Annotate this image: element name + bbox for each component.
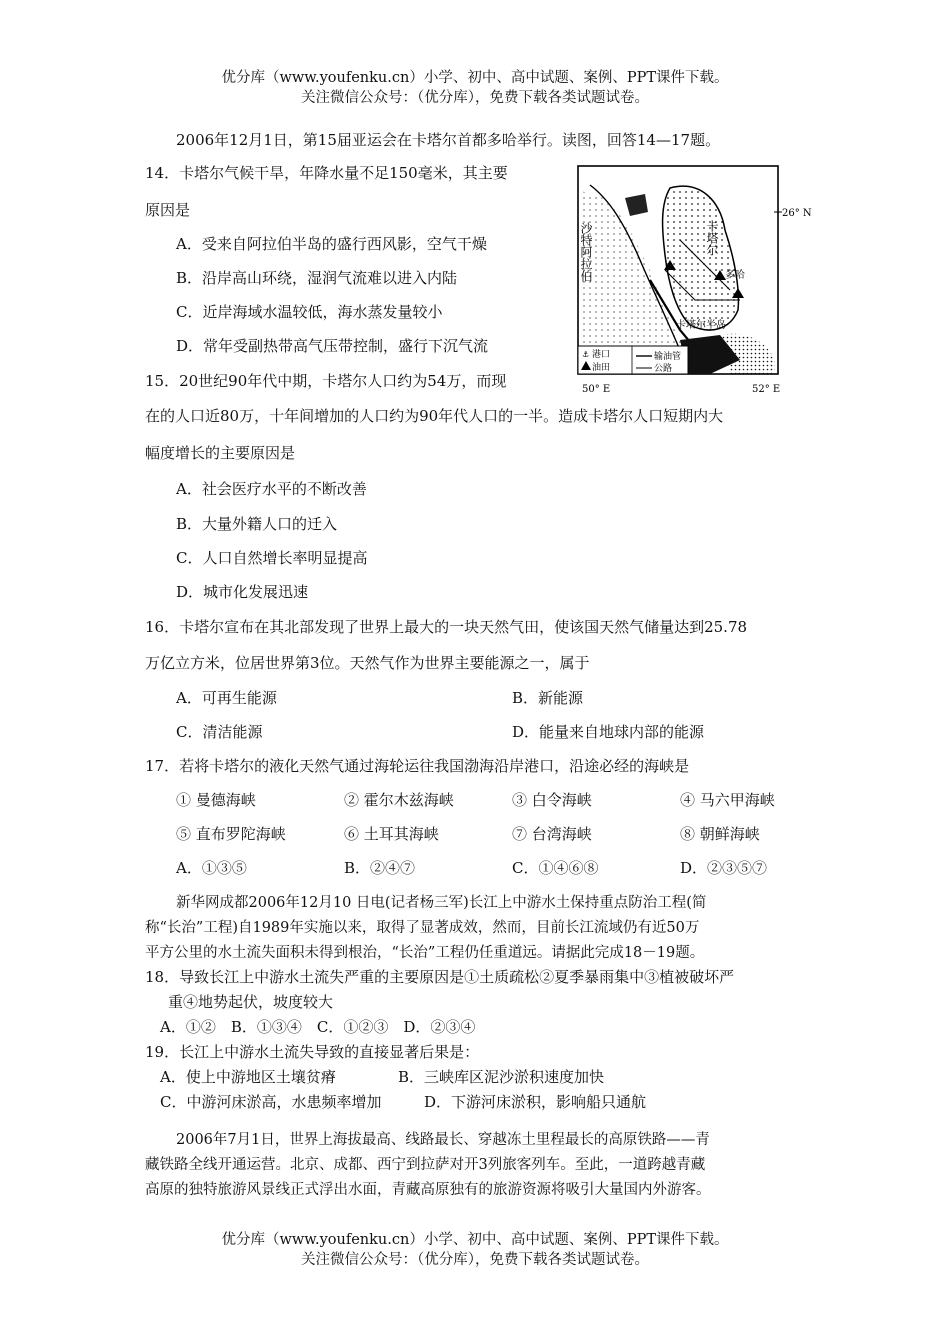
legend-oilfield-label: 油田 <box>592 363 611 373</box>
qatar-map <box>570 160 820 400</box>
intro-changjiang-1: 新华网成都2006年12月10 日电(记者杨三军)长江上中游水土保持重点防治工程(简 <box>176 895 707 911</box>
q17-option-a: A．①③⑤ <box>176 859 247 877</box>
q15-stem-1: 15．20世纪90年代中期，卡塔尔人口约为54万，而现 <box>145 372 507 390</box>
q18-stem-2: 重④地势起伏，坡度较大 <box>168 993 334 1011</box>
q15-option-a: A．社会医疗水平的不断改善 <box>176 480 367 498</box>
header-line-1: 优分库（www.youfenku.cn）小学、初中、高中试题、案例、PPT课件下载。 <box>221 70 729 86</box>
lon-50e-label: 50° E <box>582 384 611 395</box>
q19-option-d: D．下游河床淤积，影响船只通航 <box>424 1093 647 1111</box>
legend-road-label: 公路 <box>654 364 673 374</box>
intro-changjiang-2: 称“长治”工程)自1989年实施以来，取得了显著成效，然而，目前长江流域仍有近50万 <box>145 920 700 936</box>
footer-line-1: 优分库（www.youfenku.cn）小学、初中、高中试题、案例、PPT课件下载。 <box>221 1232 729 1248</box>
q17-strait-7: ⑦ 台湾海峡 <box>512 825 592 843</box>
q19-option-c: C．中游河床淤高，水患频率增加 <box>160 1093 382 1111</box>
q15-option-c: C．人口自然增长率明显提高 <box>176 549 368 567</box>
q17-option-b: B．②④⑦ <box>344 859 416 877</box>
intro-qatar: 2006年12月1日，第15届亚运会在卡塔尔首都多哈举行。读图，回答14—17题。 <box>176 131 721 149</box>
qatar-label: 卡塔尔 <box>705 220 719 256</box>
saudi-label: 沙特阿拉伯 <box>579 222 593 282</box>
intro-qinghai-tibet-2: 藏铁路全线开通运营。北京、成都、西宁到拉萨对开3列旅客列车。至此，一道跨越青藏 <box>145 1157 706 1173</box>
q17-strait-5: ⑤ 直布罗陀海峡 <box>176 825 286 843</box>
svg-text:⚓: ⚓ <box>582 350 590 359</box>
q15-option-b: B．大量外籍人口的迁入 <box>176 515 338 533</box>
q17-strait-2: ② 霍尔木兹海峡 <box>344 791 454 809</box>
intro-changjiang-3: 平方公里的水土流失面积未得到根治，“长治”工程仍任重道远。请据此完成18－19题。 <box>145 945 705 961</box>
q15-stem-2: 在的人口近80万，十年间增加的人口约为90年代人口的一半。造成卡塔尔人口短期内大 <box>145 407 724 425</box>
intro-qinghai-tibet-1: 2006年7月1日，世界上海拔最高、线路最长、穿越冻土里程最长的高原铁路——青 <box>176 1132 710 1148</box>
lat-26n-label: 26° N <box>782 208 812 219</box>
intro-qinghai-tibet-3: 高原的独特旅游风景线正式浮出水面，青藏高原独有的旅游资源将吸引大量国内外游客。 <box>145 1182 711 1198</box>
q14-option-c: C．近岸海域水温较低，海水蒸发量较小 <box>176 303 443 321</box>
header-line-2: 关注微信公众号：（优分库），免费下载各类试题试卷。 <box>301 90 649 106</box>
q17-strait-1: ① 曼德海峡 <box>176 791 256 809</box>
q14-stem-2: 原因是 <box>145 201 191 219</box>
q19-option-b: B．三峡库区泥沙淤积速度加快 <box>398 1068 605 1086</box>
q16-option-c: C．清洁能源 <box>176 723 263 741</box>
q17-option-d: D．②③⑤⑦ <box>680 859 768 877</box>
q17-strait-4: ④ 马六甲海峡 <box>680 791 775 809</box>
legend-pipeline-label: 输油管 <box>654 352 682 362</box>
q18-options: A．①② B．①③④ C．①②③ D．②③④ <box>160 1018 476 1036</box>
q15-option-d: D．城市化发展迅速 <box>176 583 309 601</box>
q17-strait-6: ⑥ 土耳其海峡 <box>344 825 439 843</box>
doha-label: 多哈 <box>725 270 745 281</box>
q17-strait-8: ⑧ 朝鲜海峡 <box>680 825 760 843</box>
footer-line-2: 关注微信公众号：（优分库），免费下载各类试题试卷。 <box>301 1252 649 1268</box>
q14-option-a: A．受来自阿拉伯半岛的盛行西风影，空气干燥 <box>176 235 487 253</box>
q17-strait-3: ③ 白令海峡 <box>512 791 592 809</box>
q14-option-d: D．常年受副热带高气压带控制，盛行下沉气流 <box>176 337 489 355</box>
q17-stem: 17．若将卡塔尔的液化天然气通过海轮运往我国渤海沿岸港口，沿途必经的海峡是 <box>145 757 690 775</box>
lon-52e-label: 52° E <box>752 384 781 395</box>
q19-option-a: A．使上中游地区土壤贫瘠 <box>160 1068 336 1086</box>
q15-stem-3: 幅度增长的主要原因是 <box>145 444 296 462</box>
q18-stem-1: 18．导致长江上中游水土流失严重的主要原因是①土质疏松②夏季暴雨集中③植被破坏严 <box>145 968 735 986</box>
q16-option-b: B．新能源 <box>512 689 584 707</box>
legend-port-label: 港口 <box>592 350 611 360</box>
q16-stem-2: 万亿立方米，位居世界第3位。天然气作为世界主要能源之一，属于 <box>145 654 590 672</box>
q16-option-d: D．能量来自地球内部的能源 <box>512 723 705 741</box>
q16-stem-1: 16．卡塔尔宣布在其北部发现了世界上最大的一块天然气田，使该国天然气储量达到25.78 <box>145 618 748 636</box>
peninsula-label: 卡塔尔半岛 <box>676 320 726 331</box>
q16-option-a: A．可再生能源 <box>176 689 277 707</box>
q14-option-b: B．沿岸高山环绕，湿润气流难以进入内陆 <box>176 269 458 287</box>
q19-stem: 19．长江上中游水土流失导致的直接显著后果是： <box>145 1043 480 1061</box>
q14-stem-1: 14．卡塔尔气候干旱，年降水量不足150毫米，其主要 <box>145 164 508 182</box>
q17-option-c: C．①④⑥⑧ <box>512 859 599 877</box>
